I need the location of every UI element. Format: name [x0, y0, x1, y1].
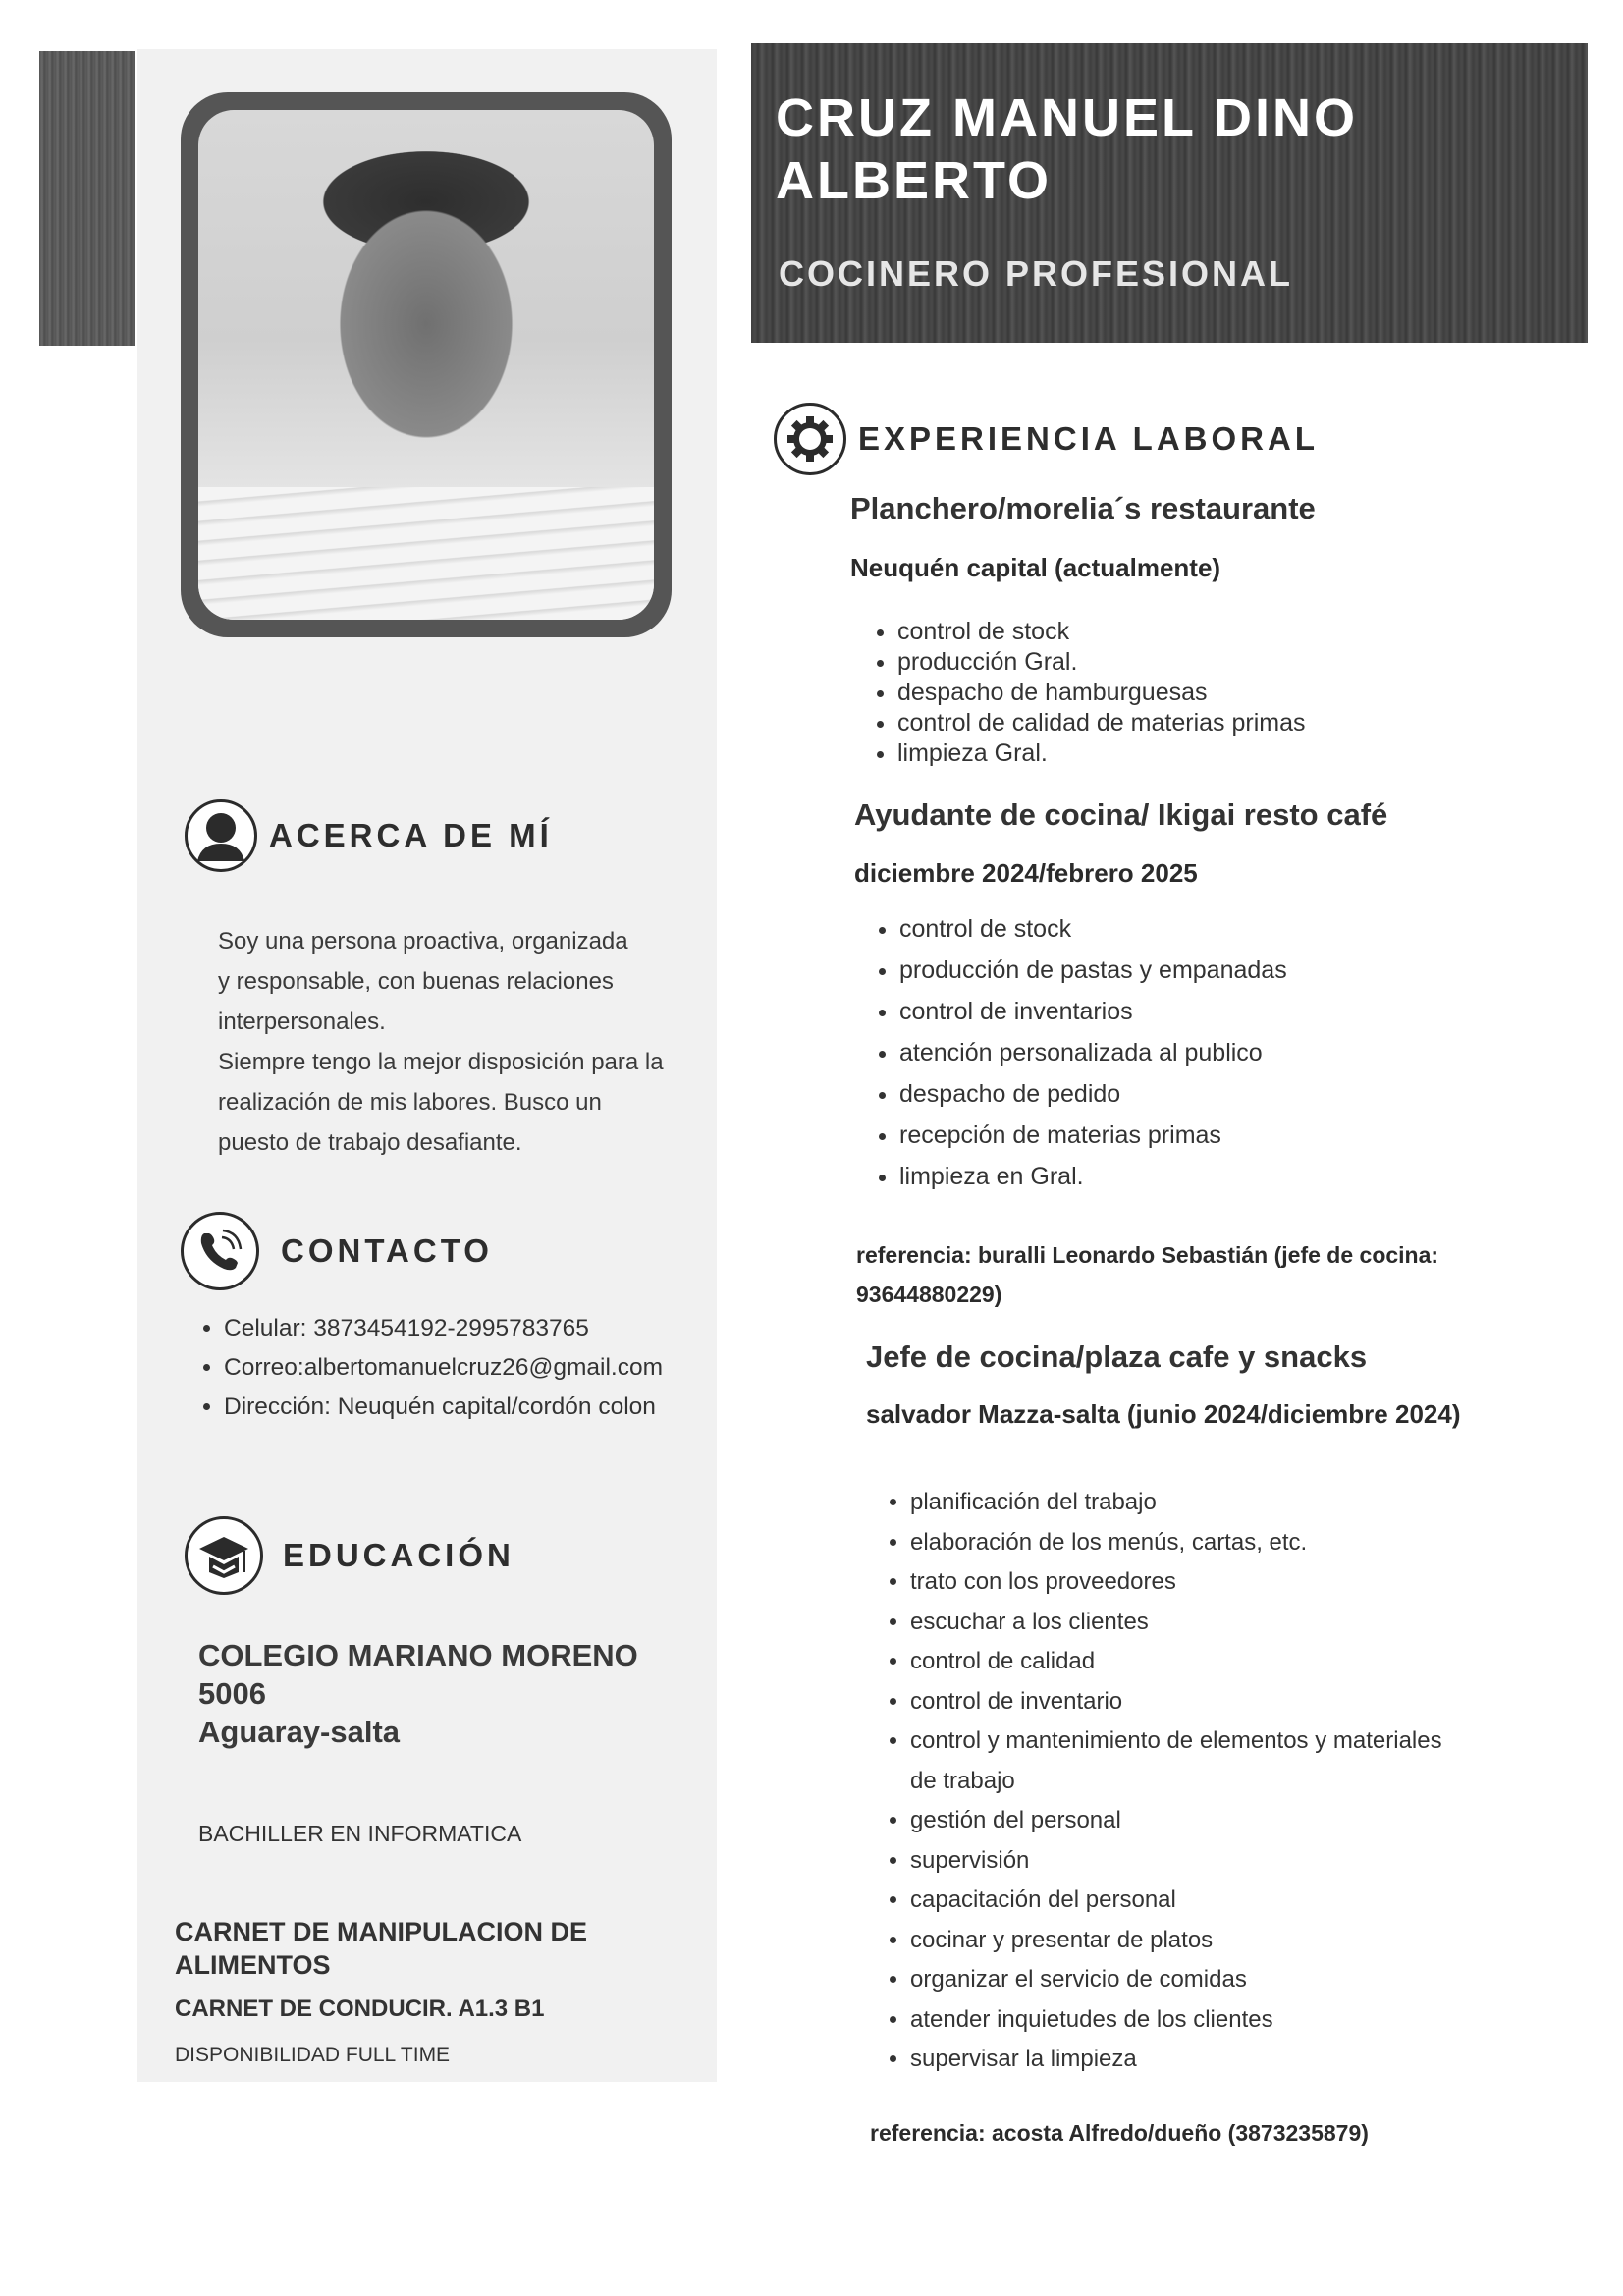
job-subtitle: Neuquén capital (actualmente)	[850, 553, 1221, 582]
job-task: • recepción de materias primas	[899, 1115, 1287, 1156]
job-task: • escuchar a los clientes	[910, 1603, 1460, 1643]
job-task: • gestión del personal	[910, 1801, 1460, 1841]
about-heading	[185, 799, 553, 872]
job-task-list	[879, 1483, 1460, 2080]
contact-address: • Dirección: Neuquén capital/cordón colon	[224, 1388, 663, 1427]
user-icon	[185, 799, 257, 872]
phone-icon	[181, 1212, 259, 1290]
job-task: • elaboración de los menús, cartas, etc.	[910, 1523, 1460, 1563]
education-title: EDUCACIÓN	[283, 1537, 514, 1573]
job-subtitle: salvador Mazza-salta (junio 2024/diciembre 2024)	[866, 1399, 1461, 1429]
job-task: • cocinar y presentar de platos	[910, 1921, 1460, 1961]
school-name: COLEGIO MARIANO MORENO 5006 Aguaray-salta	[198, 1638, 638, 1749]
candidate-role: COCINERO PROFESIONAL	[779, 253, 1294, 294]
job-task: • producción Gral.	[897, 647, 1305, 678]
contact-heading	[181, 1212, 493, 1290]
job-title: Ayudante de cocina/ Ikigai resto café	[854, 797, 1388, 832]
job-task: • organizar el servicio de comidas	[910, 1960, 1460, 2000]
education-heading	[185, 1516, 514, 1595]
availability: DISPONIBILIDAD FULL TIME	[175, 2044, 451, 2066]
decorative-strip	[39, 51, 135, 346]
job-task: • control de calidad	[910, 1642, 1460, 1682]
degree: BACHILLER EN INFORMATICA	[198, 1821, 522, 1846]
graduation-cap-icon	[185, 1516, 263, 1595]
experience-heading	[774, 403, 1319, 475]
about-title: ACERCA DE MÍ	[269, 817, 553, 853]
job-task: • control de calidad de materias primas	[897, 708, 1305, 738]
about-text: Soy una persona proactiva, organizada y responsable, con buenas relaciones interpersonales. Siempre tengo la mejor disposición para la realización de mis labores. Busco un puesto de trabajo desafiante.	[218, 928, 664, 1156]
job-task: • control y mantenimiento de elementos y materiales de trabajo	[910, 1722, 1460, 1801]
job-task: • limpieza Gral.	[897, 738, 1305, 769]
driving-license: CARNET DE CONDUCIR. A1.3 B1	[175, 1995, 545, 2022]
job-task: • producción de pastas y empanadas	[899, 950, 1287, 991]
job-task: • despacho de pedido	[899, 1073, 1287, 1115]
food-handling-certificate: CARNET DE MANIPULACION DE ALIMENTOS	[175, 1917, 588, 1980]
job-title: Planchero/morelia´s restaurante	[850, 491, 1316, 525]
photo-shirt	[198, 487, 654, 620]
contact-email: • Correo:albertomanuelcruz26@gmail.com	[224, 1348, 663, 1388]
job-task: • limpieza en Gral.	[899, 1156, 1287, 1197]
profile-photo-frame	[181, 92, 672, 637]
job-task-list	[866, 617, 1305, 769]
job-task: • control de inventario	[910, 1682, 1460, 1722]
job-reference: referencia: acosta Alfredo/dueño (3873235879)	[870, 2120, 1369, 2146]
job-reference: referencia: buralli Leonardo Sebastián (jefe de cocina: 93644880229)	[856, 1242, 1439, 1307]
job-task: • capacitación del personal	[910, 1881, 1460, 1921]
job-task: • trato con los proveedores	[910, 1562, 1460, 1603]
job-task: • atender inquietudes de los clientes	[910, 2000, 1460, 2041]
contact-title: CONTACTO	[281, 1232, 493, 1269]
job-subtitle: diciembre 2024/febrero 2025	[854, 858, 1198, 888]
job-task-list	[868, 908, 1287, 1197]
experience-title: EXPERIENCIA LABORAL	[858, 420, 1319, 457]
candidate-name: CRUZ MANUEL DINO ALBERTO	[776, 88, 1358, 210]
contact-phone: • Celular: 3873454192-2995783765	[224, 1309, 663, 1348]
job-task: • atención personalizada al publico	[899, 1032, 1287, 1073]
job-task: • control de stock	[897, 617, 1305, 647]
job-task: • control de inventarios	[899, 991, 1287, 1032]
contact-list	[194, 1309, 663, 1427]
job-task: • control de stock	[899, 908, 1287, 950]
job-task: • despacho de hamburguesas	[897, 678, 1305, 708]
job-title: Jefe de cocina/plaza cafe y snacks	[866, 1339, 1368, 1374]
job-task: • planificación del trabajo	[910, 1483, 1460, 1523]
gear-icon	[774, 403, 846, 475]
job-task: • supervisar la limpieza	[910, 2040, 1460, 2080]
profile-photo	[198, 110, 654, 620]
job-task: • supervisión	[910, 1841, 1460, 1882]
